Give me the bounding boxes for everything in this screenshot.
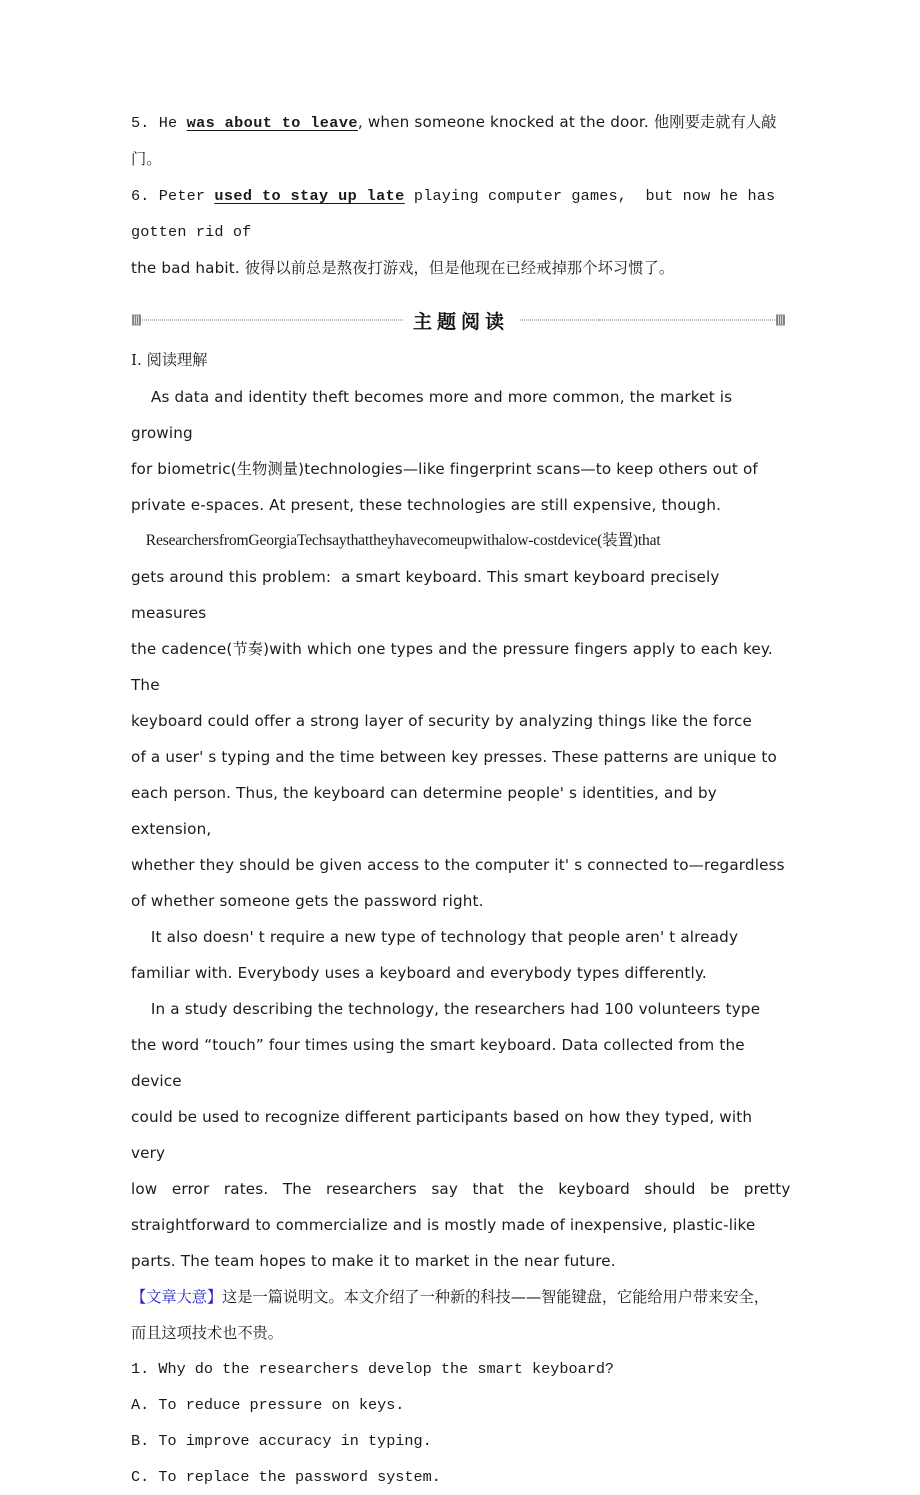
passage-line: keyboard could offer a strong layer of security by analyzing things like the force bbox=[131, 712, 752, 730]
gist-block bbox=[131, 1279, 791, 1315]
question-1 bbox=[131, 1351, 791, 1387]
item-5-post-text: , when someone knocked at the door. 他刚要走就有人敲门。 bbox=[131, 113, 777, 168]
exercise-item-6 bbox=[131, 178, 791, 250]
passage-line: It also doesn' t require a new type of technology that people aren' t already bbox=[131, 928, 739, 946]
item-6-pre-text: Peter bbox=[149, 187, 215, 205]
section-label-separator: . bbox=[137, 351, 147, 369]
item-6-number: 6. bbox=[131, 187, 150, 205]
question-1-option-b bbox=[131, 1423, 791, 1459]
divider-ornament-right-icon bbox=[776, 315, 785, 326]
passage-line: whether they should be given access to the computer it' s connected to—regardless bbox=[131, 856, 785, 874]
passage-line: In a study describing the technology, the researchers had 100 volunteers type bbox=[131, 1000, 761, 1018]
passage-line: ResearchersfromGeorgiaTechsaythattheyhavecomeupwithalow-costdevice(装置)that bbox=[131, 532, 661, 549]
item-6-post-text: playing computer games, but now he has gotten rid of bbox=[131, 187, 785, 241]
section-label bbox=[131, 342, 791, 379]
exercise-item-6-continuation: the bad habit. 彼得以前总是熬夜打游戏，但是他现在已经戒掉那个坏习惯了。 bbox=[131, 259, 675, 277]
option-a-text: To reduce pressure on keys. bbox=[149, 1396, 405, 1414]
passage-paragraph-4 bbox=[131, 991, 791, 1279]
option-b-letter: B. bbox=[131, 1432, 150, 1450]
passage-line: private e-spaces. At present, these technologies are still expensive, though. bbox=[131, 496, 722, 514]
exercise-item-5 bbox=[131, 104, 791, 178]
divider-ornament-left-icon bbox=[132, 315, 141, 326]
page-content bbox=[131, 104, 791, 1495]
passage-line: could be used to recognize different participants based on how they typed, with very bbox=[131, 1108, 758, 1162]
item-6-underlined-phrase: used to stay up late bbox=[214, 187, 405, 205]
passage-paragraph-2 bbox=[131, 523, 791, 919]
passage-line: straightforward to commercialize and is mostly made of inexpensive, plastic-like bbox=[131, 1216, 756, 1234]
question-1-option-c bbox=[131, 1459, 791, 1495]
passage-line: gets around this problem: a smart keyboard. This smart keyboard precisely measures bbox=[131, 568, 725, 622]
option-b-text: To improve accuracy in typing. bbox=[149, 1432, 432, 1450]
passage-line: As data and identity theft becomes more and more common, the market is growing bbox=[131, 388, 738, 442]
section-label-roman: Ⅰ bbox=[131, 352, 137, 369]
divider-line-right bbox=[599, 320, 779, 321]
gist-label: 【文章大意】 bbox=[131, 1288, 223, 1306]
section-divider-title: 主题阅读 bbox=[403, 307, 519, 334]
gist-text-line-2: 而且这项技术也不贵。 bbox=[131, 1324, 283, 1342]
passage-line: of a user' s typing and the time between key presses. These patterns are unique to bbox=[131, 748, 777, 766]
item-5-underlined-phrase: was about to leave bbox=[186, 114, 358, 132]
question-1-option-a bbox=[131, 1387, 791, 1423]
section-label-text: 阅读理解 bbox=[146, 351, 208, 369]
option-a-letter: A. bbox=[131, 1396, 150, 1414]
passage-paragraph-3 bbox=[131, 919, 791, 991]
passage-paragraph-1 bbox=[131, 379, 791, 523]
divider-line-left bbox=[137, 320, 599, 321]
passage-line: the word “touch” four times using the smart keyboard. Data collected from the device bbox=[131, 1036, 750, 1090]
passage-line: for biometric(生物测量)technologies—like fingerprint scans—to keep others out of bbox=[131, 460, 758, 478]
passage-line: each person. Thus, the keyboard can determine people' s identities, and by extension, bbox=[131, 784, 722, 838]
passage-line: of whether someone gets the password right. bbox=[131, 892, 484, 910]
passage-line: parts. The team hopes to make it to market in the near future. bbox=[131, 1252, 616, 1270]
item-5-number: 5. bbox=[131, 114, 150, 132]
question-1-number: 1. bbox=[131, 1360, 150, 1378]
question-1-text: Why do the researchers develop the smart keyboard? bbox=[149, 1360, 615, 1378]
option-c-text: To replace the password system. bbox=[149, 1468, 441, 1486]
passage-line: the cadence(节奏)with which one types and the pressure fingers apply to each key. The bbox=[131, 640, 778, 694]
passage-line: low error rates. The researchers say that the keyboard should be pretty bbox=[131, 1180, 791, 1198]
section-divider bbox=[131, 300, 791, 340]
item-5-pre-text: He bbox=[149, 114, 187, 132]
gist-text-line-1: 这是一篇说明文。本文介绍了一种新的科技——智能键盘，它能给用户带来安全， bbox=[222, 1288, 769, 1306]
passage-line: familiar with. Everybody uses a keyboard and everybody types differently. bbox=[131, 964, 707, 982]
option-c-letter: C. bbox=[131, 1468, 150, 1486]
